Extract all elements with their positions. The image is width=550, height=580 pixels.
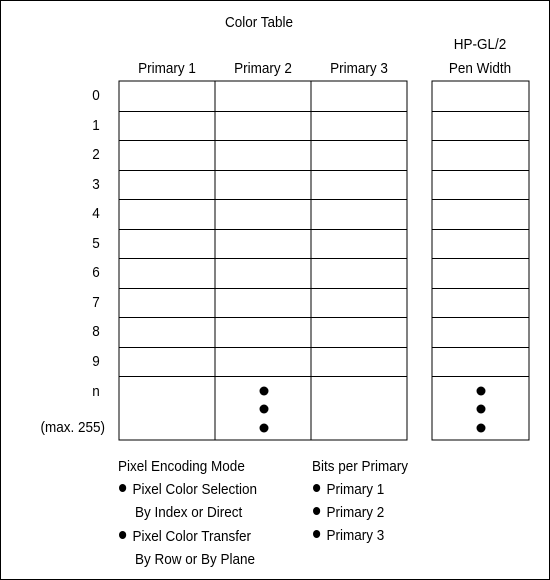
bits-item-1-label: Primary 1 bbox=[326, 481, 385, 498]
bullet-icon bbox=[119, 484, 126, 492]
table-title: Color Table bbox=[224, 14, 294, 31]
pen-width-header-line-1: HP-GL/2 bbox=[453, 36, 507, 53]
pen-width-table-border bbox=[432, 81, 529, 440]
ellipsis-dot bbox=[477, 405, 486, 414]
row-label: 7 bbox=[92, 294, 100, 311]
bits-item-3 bbox=[313, 527, 384, 545]
row-label: 9 bbox=[92, 353, 100, 370]
encoding-item-2-label: Pixel Color Transfer bbox=[132, 528, 252, 545]
encoding-item-1-label: Pixel Color Selection bbox=[132, 481, 258, 498]
ellipsis-dot bbox=[260, 424, 269, 433]
encoding-item-2-detail: By Row or By Plane bbox=[135, 551, 256, 568]
column-header-primary-3: Primary 3 bbox=[330, 60, 388, 77]
encoding-item-1-detail: By Index or Direct bbox=[135, 504, 243, 521]
bits-item-2 bbox=[313, 504, 384, 522]
row-label: 4 bbox=[92, 205, 100, 222]
row-label: 1 bbox=[92, 117, 100, 134]
ellipsis-dot bbox=[260, 387, 269, 396]
row-label: 0 bbox=[92, 87, 100, 104]
bullet-icon bbox=[313, 484, 320, 492]
ellipsis-dot bbox=[477, 424, 486, 433]
pen-width-header-line-2: Pen Width bbox=[448, 60, 512, 77]
encoding-item-2 bbox=[119, 528, 251, 546]
bits-item-1 bbox=[313, 481, 384, 499]
ellipsis-dot bbox=[477, 387, 486, 396]
row-label: 3 bbox=[92, 176, 100, 193]
row-label: 8 bbox=[92, 323, 100, 340]
encoding-heading: Pixel Encoding Mode bbox=[118, 458, 245, 475]
row-label: 5 bbox=[92, 235, 100, 252]
ellipsis-dot bbox=[260, 405, 269, 414]
bullet-icon bbox=[313, 530, 320, 538]
bullet-icon bbox=[313, 507, 320, 515]
column-header-primary-2: Primary 2 bbox=[234, 60, 292, 77]
bits-heading: Bits per Primary bbox=[312, 458, 409, 475]
color-table-border bbox=[119, 81, 407, 440]
bits-item-3-label: Primary 3 bbox=[326, 527, 385, 544]
max-label: (max. 255) bbox=[40, 419, 105, 436]
column-header-primary-1: Primary 1 bbox=[138, 60, 196, 77]
row-label: n bbox=[92, 383, 100, 400]
bullet-icon bbox=[119, 531, 126, 539]
row-label: 2 bbox=[92, 146, 100, 163]
encoding-item-1 bbox=[119, 481, 257, 499]
color-table-grid bbox=[1, 1, 549, 579]
bits-item-2-label: Primary 2 bbox=[326, 504, 385, 521]
row-label: 6 bbox=[92, 264, 100, 281]
